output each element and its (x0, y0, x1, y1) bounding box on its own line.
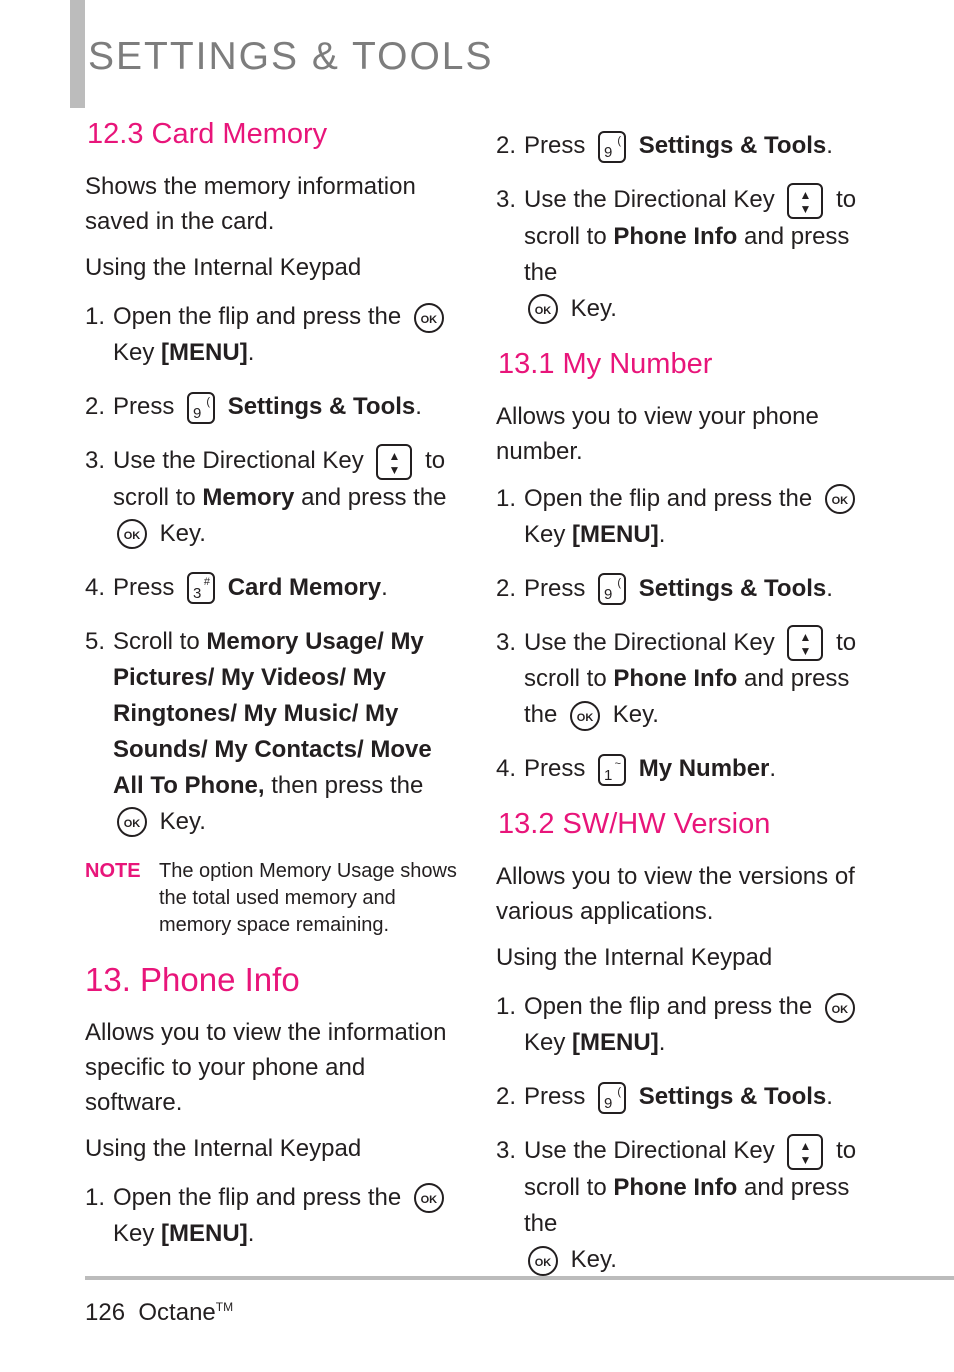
footer-rule (85, 1276, 954, 1280)
nine-key-icon: 9 ( (187, 392, 215, 424)
step-3: 3. Use the Directional Key ▲ ▼ to scroll to Phone Info and press the OK Key. (496, 1133, 886, 1278)
section-title-card-memory: 12.3 Card Memory (87, 118, 328, 150)
page-footer (85, 1290, 233, 1330)
step-5: 5. Scroll to Memory Usage/ My Pictures/ My Videos/ My Ringtones/ My Music/ My Sounds/ My Contacts/ Move All To Phone, then press the OK Key. (85, 624, 465, 840)
keypad-subheading: Using the Internal Keypad (85, 254, 362, 281)
step-2: 2. Press 9 ( Settings & Tools. (496, 132, 833, 161)
header-accent-bar (70, 0, 85, 108)
step-2: 2. Press 9 ( Settings & Tools. (496, 574, 833, 604)
step-1: 1. Open the flip and press the OK Key [MENU]. (85, 299, 465, 371)
my-number-steps (496, 481, 886, 788)
step-1: 1. Open the flip and press the OK Key [MENU]. (85, 1180, 465, 1252)
step-3: 3. Use the Directional Key ▲ ▼ to scroll to Phone Info and press the OK Key. (496, 625, 886, 734)
note-label: NOTE (85, 859, 141, 882)
phone-info-steps-continued (496, 128, 886, 327)
keypad-subheading: Using the Internal Keypad (496, 944, 773, 972)
step-1: 1. Open the flip and press the OK Key [MENU]. (496, 989, 886, 1061)
ok-key-icon: OK (117, 807, 147, 837)
step-1: 1. Open the flip and press the OK Key [MENU]. (496, 481, 886, 553)
directional-key-icon: ▲ ▼ (787, 625, 823, 661)
left-column (85, 115, 465, 1270)
note (85, 858, 465, 939)
section-title-phone-info: 13. Phone Info (85, 960, 300, 998)
ok-key-icon: OK (414, 303, 444, 333)
nine-key-icon: 9 ( (598, 1082, 626, 1114)
right-column (496, 128, 886, 1296)
sw-hw-description: Allows you to view the versions of various applications. (496, 863, 855, 926)
phone-info-steps (85, 1180, 465, 1252)
section-title-my-number: 13.1 My Number (498, 347, 713, 380)
ok-key-icon: OK (528, 1246, 558, 1276)
note-text: The option Memory Usage shows the total used memory and memory space remaining. (159, 859, 457, 936)
my-number-description: Allows you to view your phone number. (496, 402, 819, 465)
nine-key-icon: 9 ( (598, 573, 626, 605)
step-2: 2. Press 9 ( Settings & Tools. (496, 1083, 833, 1112)
product-name: Octane (138, 1299, 216, 1326)
step-3: 3. Use the Directional Key ▲ ▼ to scroll to Phone Info and press the OK Key. (496, 182, 886, 327)
ok-key-icon: OK (570, 701, 600, 731)
directional-key-icon: ▲ ▼ (787, 1134, 823, 1170)
step-4: 4. Press 3 # Card Memory. (85, 573, 388, 603)
ok-key-icon: OK (414, 1183, 444, 1213)
phone-info-description: Allows you to view the information specific to your phone and software. (85, 1018, 447, 1116)
trademark: TM (215, 1300, 234, 1314)
ok-key-icon: OK (528, 294, 558, 324)
page-number: 126 (85, 1299, 126, 1326)
directional-key-icon: ▲ ▼ (376, 444, 412, 480)
sw-hw-steps (496, 989, 886, 1278)
step-4: 4. Press 1 ~ My Number. (496, 755, 777, 784)
card-memory-steps (85, 299, 465, 840)
ok-key-icon: OK (117, 519, 147, 549)
step-3: 3. Use the Directional Key ▲ ▼ to scroll to Memory and press the OK Key. (85, 443, 465, 552)
one-key-icon: 1 ~ (598, 754, 626, 786)
three-key-icon: 3 # (187, 572, 215, 604)
directional-key-icon: ▲ ▼ (787, 183, 823, 219)
ok-key-icon: OK (825, 993, 855, 1023)
section-title-sw-hw-version: 13.2 SW/HW Version (498, 808, 771, 841)
page-header: SETTINGS & TOOLS (88, 35, 494, 78)
step-2: 2. Press 9 ( Settings & Tools. (85, 393, 422, 422)
nine-key-icon: 9 ( (598, 131, 626, 163)
card-memory-description: Shows the memory information saved in the card. (85, 173, 416, 235)
ok-key-icon: OK (825, 484, 855, 514)
keypad-subheading: Using the Internal Keypad (85, 1134, 362, 1162)
